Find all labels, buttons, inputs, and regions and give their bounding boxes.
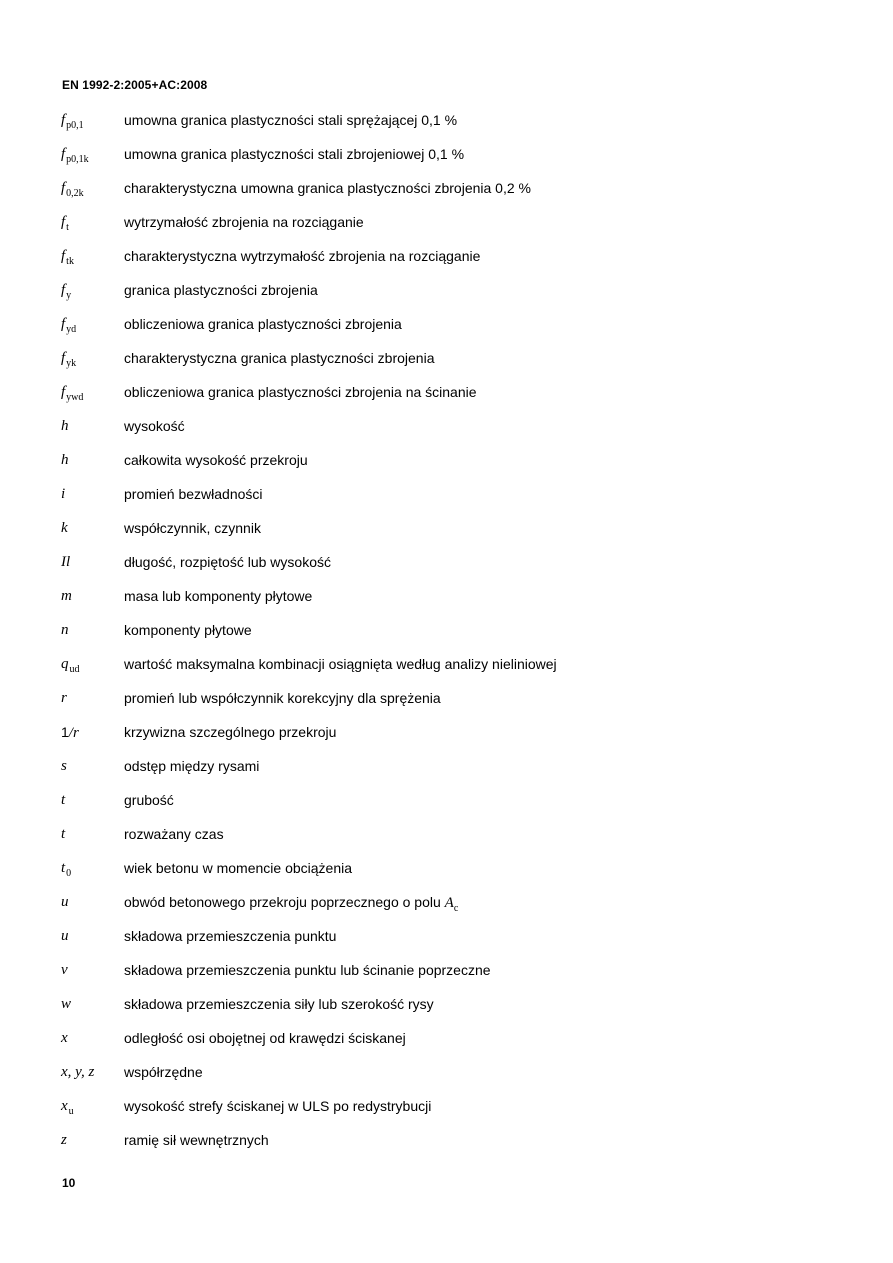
list-item bbox=[0, 586, 893, 610]
symbol-description: współczynnik, czynnik bbox=[124, 520, 261, 536]
symbol-description: charakterystyczna granica plastyczności zbrojenia bbox=[124, 350, 435, 366]
symbol-description: promień lub współczynnik korekcyjny dla sprężenia bbox=[124, 690, 441, 706]
list-item bbox=[0, 756, 893, 780]
symbol: m bbox=[61, 588, 72, 604]
symbol: Il bbox=[61, 554, 71, 570]
symbol: w bbox=[61, 996, 72, 1012]
list-item bbox=[0, 688, 893, 712]
symbol-description: wysokość strefy ściskanej w ULS po redystrybucji bbox=[124, 1098, 432, 1114]
list-item bbox=[0, 824, 893, 848]
symbol: x, y, z bbox=[61, 1064, 95, 1080]
symbol-description: rozważany czas bbox=[124, 826, 224, 842]
symbol: i bbox=[61, 486, 66, 502]
symbol-description: wysokość bbox=[124, 418, 185, 434]
list-item bbox=[0, 960, 893, 984]
list-item bbox=[0, 450, 893, 474]
symbol-description: składowa przemieszczenia punktu lub ścinanie poprzeczne bbox=[124, 962, 491, 978]
list-item bbox=[0, 348, 893, 372]
symbol: $x_u$ bbox=[61, 1098, 74, 1117]
list-item bbox=[0, 484, 893, 508]
list-item bbox=[0, 212, 893, 236]
symbol-description: krzywizna szczególnego przekroju bbox=[124, 724, 337, 740]
symbol-description: charakterystyczna umowna granica plastyczności zbrojenia 0,2 % bbox=[124, 180, 531, 196]
list-item bbox=[0, 416, 893, 440]
page-number: 10 bbox=[62, 1176, 76, 1190]
symbol: x bbox=[61, 1030, 68, 1046]
symbol-description: umowna granica plastyczności stali zbrojeniowej 0,1 % bbox=[124, 146, 465, 162]
list-item bbox=[0, 178, 893, 202]
symbol: $f_{yk}$ bbox=[61, 350, 77, 369]
list-item bbox=[0, 790, 893, 814]
symbol-description: wiek betonu w momencie obciążenia bbox=[124, 860, 353, 876]
symbol: $f_{0,2k}$ bbox=[61, 180, 84, 199]
symbol-description: ramię sił wewnętrznych bbox=[124, 1132, 269, 1148]
symbol-description: wytrzymałość zbrojenia na rozciąganie bbox=[124, 214, 364, 230]
symbol-description: składowa przemieszczenia punktu bbox=[124, 928, 337, 944]
list-item bbox=[0, 246, 893, 270]
symbol-description: długość, rozpiętość lub wysokość bbox=[124, 554, 331, 570]
list-item bbox=[0, 280, 893, 304]
list-item bbox=[0, 144, 893, 168]
symbol: n bbox=[61, 622, 69, 638]
symbol: $t_0$ bbox=[61, 860, 72, 879]
symbol: t bbox=[61, 826, 66, 842]
symbol-description: umowna granica plastyczności stali sprężającej 0,1 % bbox=[124, 112, 458, 128]
symbol: $f_{tk}$ bbox=[61, 248, 74, 267]
list-item bbox=[0, 518, 893, 542]
symbol: r bbox=[61, 690, 67, 706]
symbol-description: granica plastyczności zbrojenia bbox=[124, 282, 318, 298]
symbol: $f_y$ bbox=[61, 282, 72, 301]
symbol: u bbox=[61, 894, 69, 910]
symbol-description: komponenty płytowe bbox=[124, 622, 252, 638]
list-item bbox=[0, 654, 893, 678]
symbol-description: obliczeniowa granica plastyczności zbrojenia bbox=[124, 316, 402, 332]
symbol-description: charakterystyczna wytrzymałość zbrojenia na rozciąganie bbox=[124, 248, 481, 264]
symbol-description: całkowita wysokość przekroju bbox=[124, 452, 308, 468]
symbol: $f_t$ bbox=[61, 214, 69, 233]
list-item bbox=[0, 552, 893, 576]
symbol: 1/r bbox=[61, 724, 79, 741]
document-header: EN 1992-2:2005+AC:2008 bbox=[62, 78, 208, 92]
symbol: v bbox=[61, 962, 68, 978]
list-item bbox=[0, 1130, 893, 1154]
list-item bbox=[0, 858, 893, 882]
list-item bbox=[0, 994, 893, 1018]
symbol: $f_{p0,1k}$ bbox=[61, 146, 89, 165]
list-item bbox=[0, 722, 893, 746]
list-item bbox=[0, 620, 893, 644]
list-item bbox=[0, 1028, 893, 1052]
symbol-description: promień bezwładności bbox=[124, 486, 263, 502]
symbol: $f_{yd}$ bbox=[61, 316, 77, 335]
symbol: u bbox=[61, 928, 69, 944]
symbol: z bbox=[61, 1132, 67, 1148]
symbol-description: składowa przemieszczenia siły lub szerokość rysy bbox=[124, 996, 434, 1012]
symbol: s bbox=[61, 758, 67, 774]
list-item bbox=[0, 926, 893, 950]
list-item bbox=[0, 1096, 893, 1120]
list-item bbox=[0, 1062, 893, 1086]
symbol-description: współrzędne bbox=[124, 1064, 203, 1080]
list-item bbox=[0, 382, 893, 406]
symbol: h bbox=[61, 452, 69, 468]
symbol-description: obwód betonowego przekroju poprzecznego o polu $A_c$ bbox=[124, 894, 459, 914]
list-item bbox=[0, 892, 893, 916]
symbol-description: grubość bbox=[124, 792, 174, 808]
symbol: h bbox=[61, 418, 69, 434]
symbol-description: obliczeniowa granica plastyczności zbrojenia na ścinanie bbox=[124, 384, 477, 400]
list-item bbox=[0, 110, 893, 134]
symbol-description: odstęp między rysami bbox=[124, 758, 260, 774]
symbol-description: wartość maksymalna kombinacji osiągnięta według analizy nieliniowej bbox=[124, 656, 557, 672]
symbol-description: masa lub komponenty płytowe bbox=[124, 588, 313, 604]
symbol: t bbox=[61, 792, 66, 808]
symbol: $f_{ywd}$ bbox=[61, 384, 84, 403]
symbol: $f_{p0,1}$ bbox=[61, 112, 84, 131]
symbol-description: odległość osi obojętnej od krawędzi ściskanej bbox=[124, 1030, 406, 1046]
symbol: k bbox=[61, 520, 68, 536]
symbol: $q_{ud}$ bbox=[61, 656, 80, 675]
list-item bbox=[0, 314, 893, 338]
